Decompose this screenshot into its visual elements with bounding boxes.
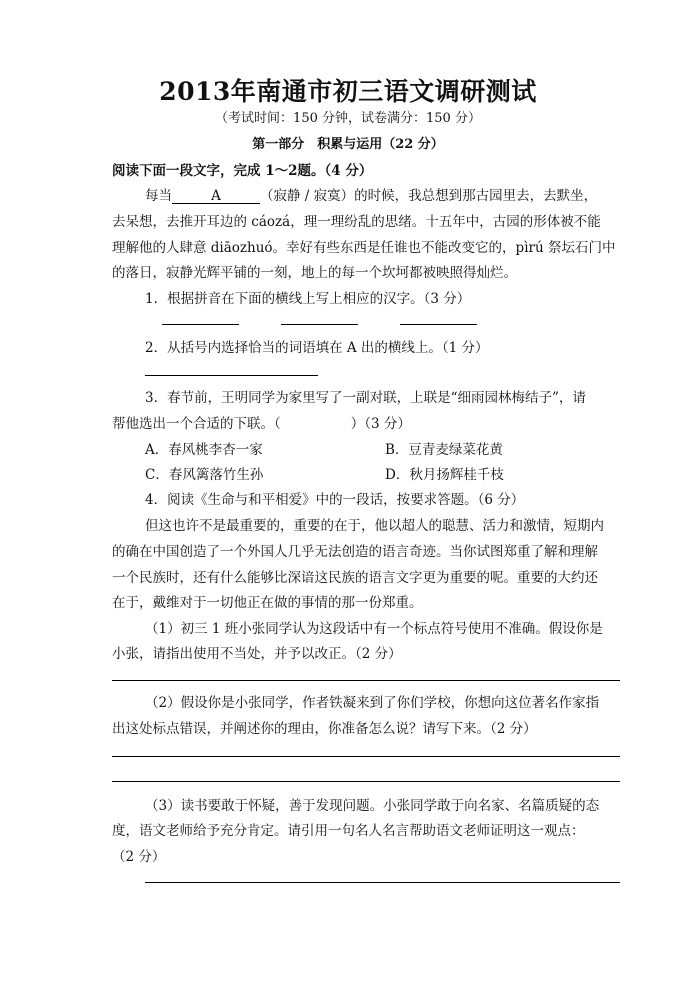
answer-line-1a[interactable]	[162, 324, 239, 325]
q3-paren-open: 帮他选出一个合适的下联。（	[112, 416, 281, 432]
passage-line-3: 理解他的人肆意 diāozhuó。幸好有些东西是任谁也不能改变它的，pìrú 祭坛石门中	[112, 240, 616, 256]
option-d: D．秋月扬辉桂千枝	[385, 467, 504, 483]
q4-sub3-line-2: 度，语文老师给予充分肯定。请引用一句名人名言帮助语文老师证明这一观点：	[112, 823, 585, 839]
passage-line-1	[145, 184, 597, 204]
question-4-heading: 4．阅读《生命与和平相爱》中的一段话，按要求答题。（6 分）	[145, 492, 525, 508]
answer-line-4-2b[interactable]	[112, 781, 620, 782]
answer-line-4-1[interactable]	[112, 680, 620, 681]
q4-sub3-line-3: （2 分）	[112, 849, 166, 865]
question-1: 1．根据拼音在下面的横线上写上相应的汉字。（3 分）	[145, 291, 471, 307]
question-3-line-1: 3．春节前，王明同学为家里写了一副对联，上联是“细雨园林梅结子”，请	[145, 390, 586, 406]
option-c: C．春风篱落竹生孙	[145, 467, 264, 483]
question-3-line-2	[112, 412, 411, 432]
q4-passage-line-1: 但这也许不是最重要的，重要的在于，他以超人的聪慧、活力和激情，短期内	[145, 518, 604, 534]
question-2: 2．从括号内选择恰当的词语填在 A 出的横线上。（1 分）	[145, 340, 489, 356]
q4-passage-line-3: 一个民族时，还有什么能够比深谙这民族的语言文字更为重要的呢。重要的大约还	[112, 570, 598, 586]
q4-sub3-line-1: （3）读书要敢于怀疑，善于发现问题。小张同学敢于向名家、名篇质疑的态	[145, 798, 600, 814]
answer-line-1c[interactable]	[400, 324, 477, 325]
q4-sub1-line-1: （1）初三 1 班小张同学认为这段话中有一个标点符号使用不准确。假设你是	[145, 621, 603, 637]
passage-pre: 每当	[145, 188, 172, 204]
section1-instruction: 阅读下面一段文字，完成 1～2题。（4 分）	[112, 163, 373, 179]
q4-passage-line-2: 的确在中国创造了一个外国人几乎无法创造的语言奇迹。当你试图郑重了解和理解	[112, 544, 598, 560]
option-b: B．豆青麦绿菜花黄	[385, 442, 503, 458]
blank-a: A	[172, 189, 260, 204]
exam-subtitle: （考试时间：150 分钟，试卷满分：150 分）	[215, 111, 481, 126]
exam-title: 2013年南通市初三语文调研测试	[159, 77, 537, 106]
answer-line-1b[interactable]	[281, 324, 358, 325]
answer-line-2[interactable]	[145, 375, 318, 376]
passage-line-2: 去呆想，去推开耳边的 cáozá，理一理纷乱的思绪。十五年中，古园的形体被不能	[112, 214, 601, 230]
q4-sub2-line-1: （2）假设你是小张同学，作者铁凝来到了你们学校，你想向这位著名作家指	[145, 695, 600, 711]
option-a: A．春风桃李杏一家	[145, 442, 263, 458]
answer-line-4-2a[interactable]	[112, 756, 620, 757]
answer-line-4-3[interactable]	[145, 882, 620, 883]
q3-paren-close: ）（3 分）	[350, 416, 411, 432]
q4-sub1-line-2: 小张，请指出使用不当处，并予以改正。（2 分）	[112, 646, 402, 662]
passage-post: （寂静 / 寂寞）的时候，我总想到那古园里去，去默坐，	[260, 188, 598, 204]
passage-line-4: 的落日，寂静光辉平铺的一刻，地上的每一个坎坷都被映照得灿烂。	[112, 265, 517, 281]
q4-sub2-line-2: 出这处标点错误，并阐述你的理由，你准备怎么说？请写下来。（2 分）	[112, 721, 537, 737]
q4-passage-line-4: 在于，戴维对于一切他正在做的事情的那一份郑重。	[112, 595, 423, 611]
part-heading: 第一部分 积累与运用（22 分）	[252, 137, 444, 152]
